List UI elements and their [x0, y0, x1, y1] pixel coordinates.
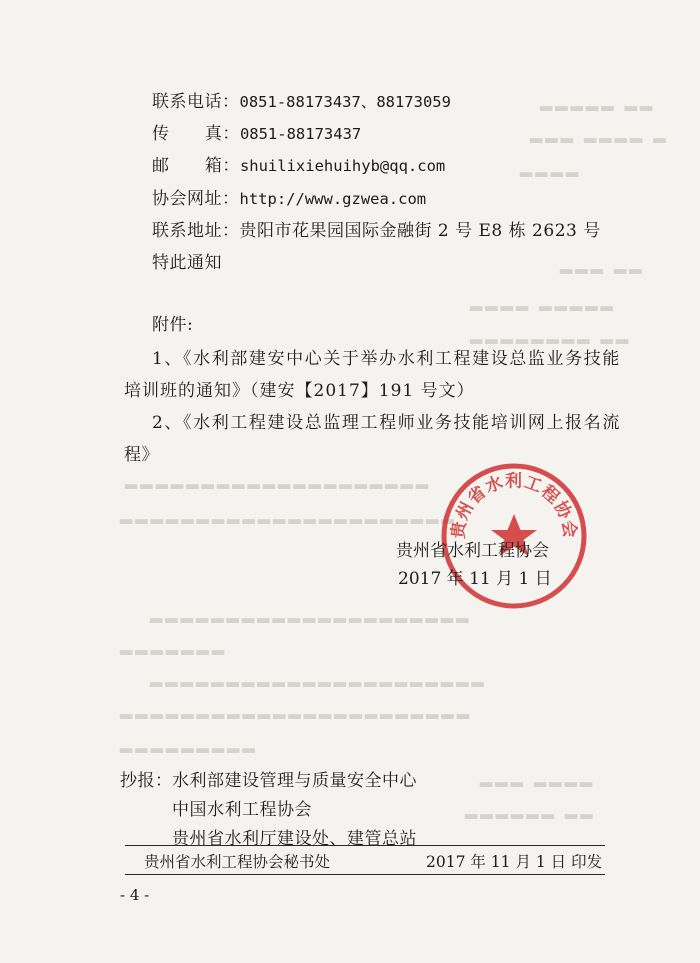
attachment-item-1-cont: 培训班的通知》（建安【2017】191 号文） — [124, 381, 475, 401]
bleed-through: ▂▂▂▂▂▂▂▂ ▂▂ — [470, 325, 632, 344]
bleed-through: ▂▂▂▂▂▂▂▂▂▂▂▂▂▂▂▂▂▂▂▂▂ — [150, 604, 472, 623]
attachment-item-2-cont: 程》 — [124, 445, 159, 465]
bleed-through: ▂▂▂▂ — [520, 158, 582, 177]
phone-label: 联系电话： — [152, 92, 240, 112]
bleed-through: ▂▂▂▂▂▂▂▂▂▂▂▂▂▂▂▂▂▂▂▂ — [125, 470, 432, 489]
bleed-through: ▂▂▂▂▂▂▂▂▂▂▂▂▂▂▂▂▂▂▂▂▂▂ — [120, 505, 457, 524]
contact-fax — [152, 119, 361, 144]
footer-issuer: 贵州省水利工程协会秘书处 — [144, 853, 331, 871]
website-value: http://www.gzwea.com — [239, 190, 427, 208]
contact-email — [152, 151, 445, 176]
email-value: shuilixiehuihyb@qq.com — [239, 157, 446, 175]
bleed-through: ▂▂▂▂▂▂ ▂▂ — [465, 800, 596, 819]
bleed-through: ▂▂▂▂▂▂▂▂▂▂▂▂▂▂▂▂▂▂▂▂▂▂▂ — [120, 700, 473, 719]
fax-label: 传 真： — [152, 124, 240, 144]
cc-recipient-1: 水利部建设管理与质量安全中心 — [172, 771, 417, 791]
notice-text: 特此通知 — [152, 253, 222, 273]
bleed-through: ▂▂▂▂▂▂▂▂▂▂▂▂▂▂▂▂▂▂▂▂▂▂ — [150, 668, 487, 687]
address-value: 贵阳市花果园国际金融街 2 号 E8 栋 2623 号 — [239, 221, 601, 241]
cc-recipient-3: 贵州省水利厅建设处、建管总站 — [172, 829, 417, 849]
attachment-item-2: 2、《水利工程建设总监理工程师业务技能培训网上报名流 — [152, 413, 621, 433]
bleed-through: ▂▂▂▂ ▂▂▂▂▂ — [470, 292, 616, 311]
fax-value: 0851-88173437 — [239, 125, 362, 143]
phone-value: 0851-88173437、88173059 — [239, 93, 451, 111]
contact-phone — [152, 87, 451, 112]
contact-website — [152, 184, 426, 209]
bleed-through: ▂▂▂▂▂ ▂▂ — [540, 92, 656, 111]
bleed-through: ▂▂▂ ▂▂ — [560, 255, 645, 274]
footer-rule-top — [125, 845, 605, 846]
email-label: 邮 箱： — [152, 156, 240, 176]
cc-label: 抄报： — [120, 771, 173, 791]
bleed-through: ▂▂▂▂▂▂▂ — [120, 636, 228, 655]
bleed-through: ▂▂▂ ▂▂▂▂ — [480, 768, 596, 787]
signature-org: 贵州省水利工程协会 — [396, 541, 549, 561]
page-number: - 4 - — [120, 886, 150, 904]
contact-address — [152, 216, 601, 241]
address-label: 联系地址： — [152, 221, 240, 241]
bleed-through: ▂▂▂ ▂▂▂▂ ▂ — [530, 124, 669, 143]
attachment-item-1: 1、《水利部建安中心关于举办水利工程建设总监业务技能 — [152, 349, 621, 369]
website-label: 协会网址： — [152, 189, 240, 209]
svg-text:贵州省水利工程协会: 贵州省水利工程协会 — [448, 471, 580, 540]
footer-issue-date: 2017 年 11 月 1 日 印发 — [426, 853, 603, 871]
cc-recipient-2: 中国水利工程协会 — [172, 800, 312, 820]
signature-date: 2017 年 11 月 1 日 — [398, 569, 552, 589]
footer-rule-bottom — [125, 874, 605, 875]
attachments-heading: 附件: — [152, 315, 194, 335]
bleed-through: ▂▂▂▂▂▂▂▂▂ — [120, 734, 258, 753]
